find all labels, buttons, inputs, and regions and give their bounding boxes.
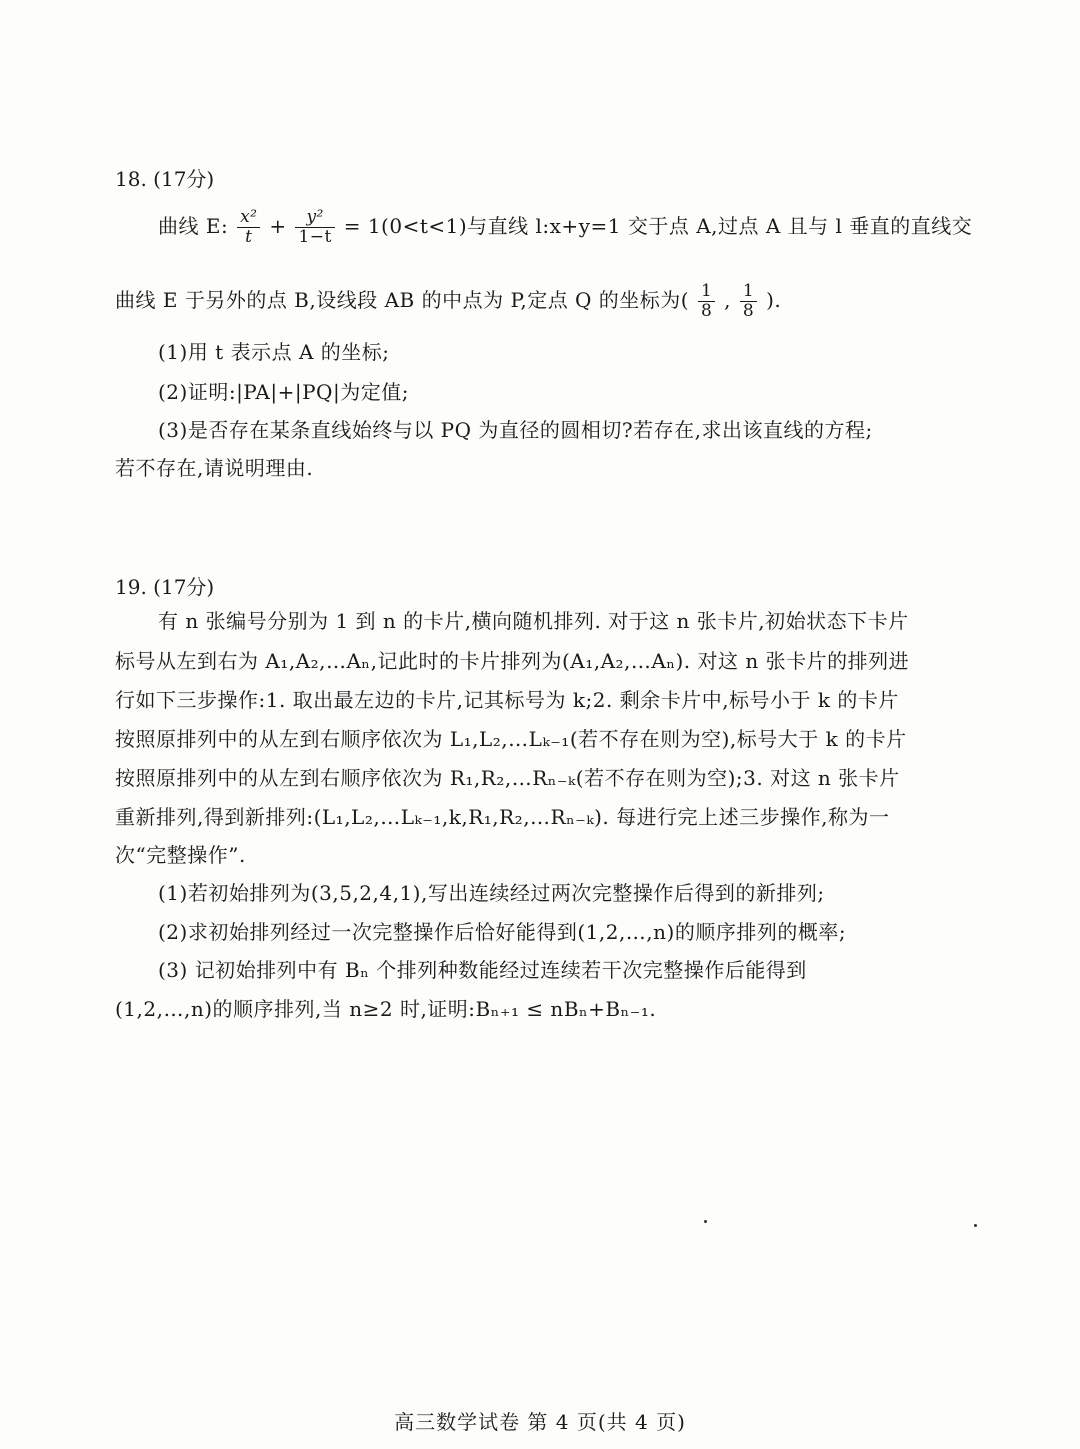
problem-18-question-2: (2)证明:|PA|+|PQ|为定值; — [158, 380, 409, 404]
fraction-one-eighth — [740, 282, 757, 321]
problem-18-stem-line-2 — [115, 282, 781, 321]
problem-19-stem-line-7: 次“完整操作”. — [115, 843, 246, 867]
fraction-denominator: 8 — [700, 301, 713, 321]
problem-18-stem-line-1 — [158, 208, 972, 247]
scan-speck — [704, 1220, 707, 1223]
problem-19-stem-line-5: 按照原排列中的从左到右顺序依次为 R₁,R₂,…Rₙ₋ₖ(若不存在则为空);3. 对这 n 张卡片 — [115, 766, 900, 790]
problem-19-number: 19. (17分) — [115, 575, 215, 599]
fraction-numerator: x² — [237, 208, 260, 228]
fraction-one-eighth — [698, 282, 715, 321]
problem-19-stem-line-4: 按照原排列中的从左到右顺序依次为 L₁,L₂,…Lₖ₋₁(若不存在则为空),标号大于 k 的卡片 — [115, 727, 907, 751]
stem-text: 曲线 E 于另外的点 B,设线段 AB 的中点为 P,定点 Q 的坐标为( — [115, 288, 690, 312]
comma: , — [724, 288, 732, 312]
problem-19-stem-line-2: 标号从左到右为 A₁,A₂,…Aₙ,记此时的卡片排列为(A₁,A₂,…Aₙ). 对这 n 张卡片的排列进 — [115, 649, 910, 673]
stem-text: = 1(0<t<1)与直线 l:x+y=1 交于点 A,过点 A 且与 l 垂直的直线交 — [343, 214, 973, 238]
fraction-denominator: 1−t — [298, 227, 332, 247]
problem-18-question-3-line-1: (3)是否存在某条直线始终与以 PQ 为直径的圆相切?若存在,求出该直线的方程; — [158, 418, 873, 442]
problem-19-question-2: (2)求初始排列经过一次完整操作后恰好能得到(1,2,…,n)的顺序排列的概率; — [158, 920, 847, 944]
fraction-numerator: y² — [295, 208, 334, 228]
page-footer: 高三数学试卷 第 4 页(共 4 页) — [394, 1410, 686, 1434]
stem-text: 曲线 E: — [158, 214, 229, 238]
problem-19-question-1: (1)若初始排列为(3,5,2,4,1),写出连续经过两次完整操作后得到的新排列; — [158, 881, 825, 905]
problem-19-stem-line-1: 有 n 张编号分别为 1 到 n 的卡片,横向随机排列. 对于这 n 张卡片,初始状态下卡片 — [158, 609, 909, 633]
fraction-x2-over-t — [237, 208, 260, 247]
problem-19-stem-line-3: 行如下三步操作:1. 取出最左边的卡片,记其标号为 k;2. 剩余卡片中,标号小于 k 的卡片 — [115, 688, 899, 712]
problem-19-question-3-line-1: (3) 记初始排列中有 Bₙ 个排列种数能经过连续若干次完整操作后能得到 — [158, 958, 807, 982]
problem-19-stem-line-6: 重新排列,得到新排列:(L₁,L₂,…Lₖ₋₁,k,R₁,R₂,…Rₙ₋ₖ). 每进行完上述三步操作,称为一 — [115, 805, 890, 829]
problem-18-number: 18. (17分) — [115, 167, 215, 191]
problem-19-question-3-line-2: (1,2,…,n)的顺序排列,当 n≥2 时,证明:Bₙ₊₁ ≤ nBₙ+Bₙ₋₁. — [115, 997, 657, 1021]
problem-18-question-1: (1)用 t 表示点 A 的坐标; — [158, 340, 390, 364]
stem-text: ). — [766, 288, 782, 312]
fraction-denominator: 8 — [742, 301, 755, 321]
fraction-numerator: 1 — [698, 282, 715, 302]
fraction-numerator: 1 — [740, 282, 757, 302]
fraction-denominator: t — [245, 227, 253, 247]
fraction-y2-over-1-minus-t — [295, 208, 334, 247]
problem-18-question-3-line-2: 若不存在,请说明理由. — [115, 456, 314, 480]
plus-sign: + — [269, 214, 287, 238]
scan-speck — [974, 1224, 977, 1227]
